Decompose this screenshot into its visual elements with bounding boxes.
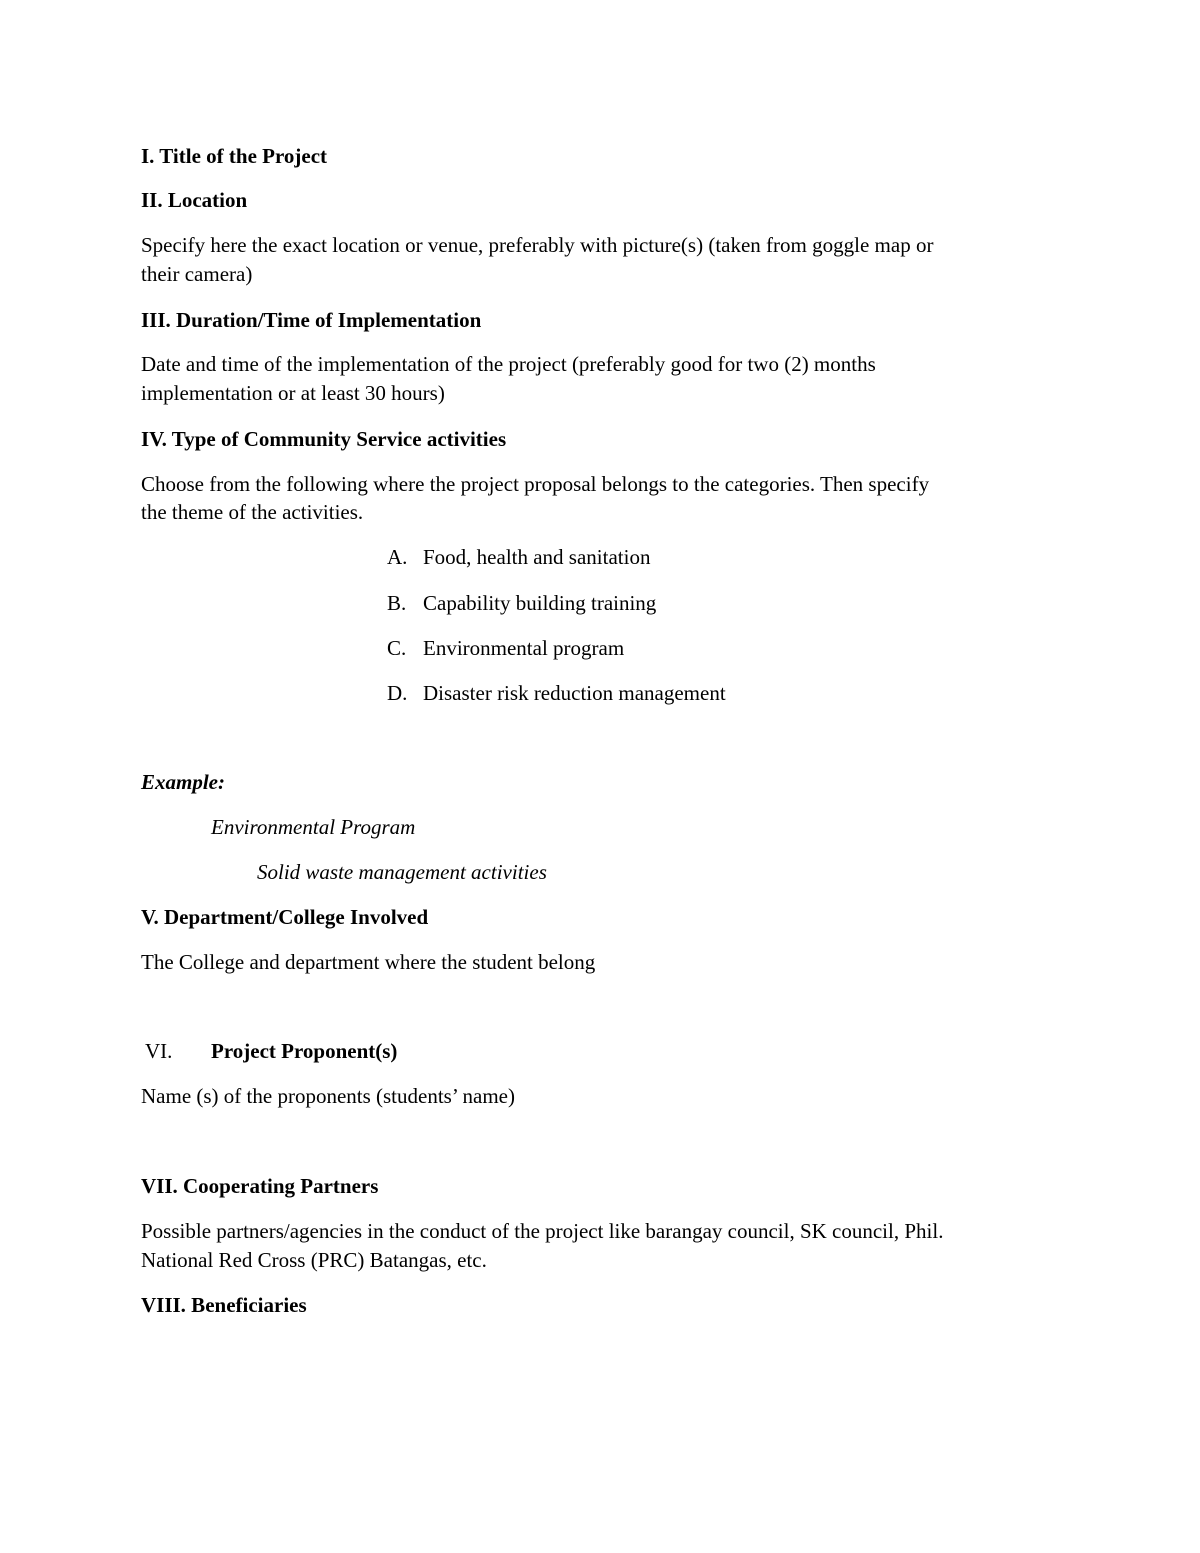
section-2-body-line-2: their camera)	[141, 262, 253, 286]
example-activity: Solid waste management activities	[257, 860, 547, 884]
list-item-text: Disaster risk reduction management	[423, 681, 726, 705]
list-item-letter: C.	[387, 636, 407, 660]
section-3-body-line-1: Date and time of the implementation of the project (preferably good for two (2) months	[141, 352, 876, 376]
section-4-heading: IV. Type of Community Service activities	[141, 427, 507, 451]
section-4-body-line-1: Choose from the following where the project proposal belongs to the categories. Then specify	[141, 472, 930, 496]
section-1-heading: I. Title of the Project	[141, 144, 328, 168]
list-item-text: Capability building training	[423, 591, 657, 615]
section-7-body-line-1: Possible partners/agencies in the conduct of the project like barangay council, SK council, Phil.	[141, 1219, 944, 1243]
section-7-heading: VII. Cooperating Partners	[141, 1174, 379, 1198]
section-2-body-line-1: Specify here the exact location or venue, preferably with picture(s) (taken from goggle map or	[141, 233, 934, 257]
section-8-heading: VIII. Beneficiaries	[141, 1293, 307, 1317]
section-6-body: Name (s) of the proponents (students’ name)	[141, 1084, 516, 1108]
list-item-text: Environmental program	[423, 636, 625, 660]
section-3-body-line-2: implementation or at least 30 hours)	[141, 381, 445, 405]
example-program: Environmental Program	[211, 815, 416, 839]
section-2-heading: II. Location	[141, 188, 248, 212]
list-item-letter: B.	[387, 591, 407, 615]
section-3-heading: III. Duration/Time of Implementation	[141, 308, 482, 332]
section-7-body-line-2: National Red Cross (PRC) Batangas, etc.	[141, 1248, 487, 1272]
list-item-letter: D.	[387, 681, 408, 705]
section-5-body: The College and department where the student belong	[141, 950, 596, 974]
section-6-number: VI.	[145, 1039, 173, 1063]
section-6-heading: Project Proponent(s)	[211, 1039, 398, 1063]
section-5-heading: V. Department/College Involved	[141, 905, 429, 929]
list-item-text: Food, health and sanitation	[423, 545, 651, 569]
section-4-body-line-2: the theme of the activities.	[141, 500, 364, 524]
example-label: Example:	[141, 770, 225, 794]
list-item-letter: A.	[387, 545, 408, 569]
